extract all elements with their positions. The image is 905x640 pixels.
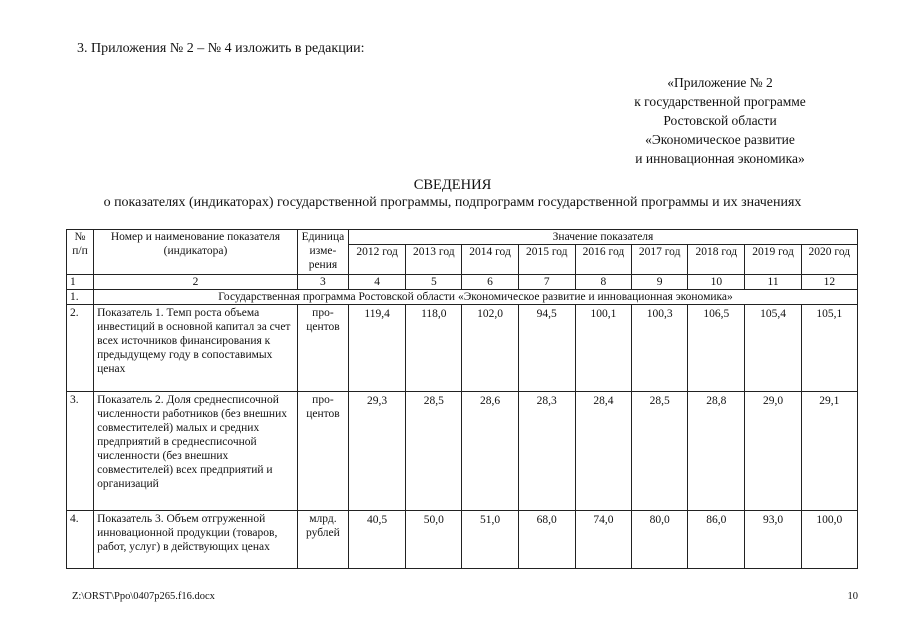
- row-number: 3.: [67, 392, 94, 511]
- value-cell: 94,5: [518, 305, 575, 392]
- column-number-cell: 4: [349, 275, 406, 290]
- unit-cell: про-центов: [297, 305, 348, 392]
- year-cell: 2012 год: [349, 245, 406, 275]
- value-cell: 28,5: [406, 392, 462, 511]
- value-cell: 28,8: [688, 392, 745, 511]
- value-cell: 106,5: [688, 305, 745, 392]
- table-row: [67, 511, 858, 569]
- document-title-block: [0, 177, 905, 211]
- page-number: 10: [847, 591, 858, 602]
- header-cell-name: Номер и наименование показателя (индикатора): [94, 230, 298, 275]
- row-number: 2.: [67, 305, 94, 392]
- unit-cell: млрд. рублей: [297, 511, 348, 569]
- indicator-name-cell: Показатель 2. Доля среднесписочной численности работников (без внешних совместителей) малых и средних предприятий в среднесписочной численности (без внешних совместителей) всех предприятий и организаций: [94, 392, 298, 511]
- year-cell: 2015 год: [518, 245, 575, 275]
- column-number-cell: 10: [688, 275, 745, 290]
- table-column-numbers-row: [67, 275, 858, 290]
- value-cell: 100,0: [801, 511, 857, 569]
- footer-file-path: Z:\ORST\Ppo\0407p265.f16.docx: [72, 591, 215, 602]
- value-cell: 40,5: [349, 511, 406, 569]
- appendix-line: «Приложение № 2: [667, 75, 773, 90]
- value-cell: 105,1: [801, 305, 857, 392]
- indicator-name-cell: Показатель 1. Темп роста объема инвестиций в основной капитал за счет всех источников финансирования к предыдущему году в сопоставимых ценах: [94, 305, 298, 392]
- value-cell: 28,5: [632, 392, 688, 511]
- appendix-heading: [590, 73, 850, 168]
- table-program-row: [67, 290, 858, 305]
- year-cell: 2016 год: [575, 245, 631, 275]
- table-row: [67, 392, 858, 511]
- row-number: 1.: [67, 290, 94, 305]
- column-number-cell: 6: [462, 275, 518, 290]
- year-cell: 2017 год: [632, 245, 688, 275]
- column-number-cell: 2: [94, 275, 298, 290]
- document-subtitle: о показателях (индикаторах) государственной программы, подпрограмм государственной программы и их значениях: [103, 195, 802, 210]
- year-cell: 2013 год: [406, 245, 462, 275]
- value-cell: 93,0: [745, 511, 801, 569]
- column-number-cell: 9: [632, 275, 688, 290]
- value-cell: 74,0: [575, 511, 631, 569]
- indicators-table: [66, 229, 858, 569]
- appendix-line: «Экономическое развитие: [645, 132, 795, 147]
- year-cell: 2014 год: [462, 245, 518, 275]
- value-cell: 100,3: [632, 305, 688, 392]
- column-number-cell: 12: [801, 275, 857, 290]
- unit-cell: про-центов: [297, 392, 348, 511]
- document-title: СВЕДЕНИЯ: [413, 177, 492, 193]
- value-cell: 80,0: [632, 511, 688, 569]
- column-number-cell: 8: [575, 275, 631, 290]
- value-cell: 50,0: [406, 511, 462, 569]
- column-number-cell: 5: [406, 275, 462, 290]
- header-cell-values: Значение показателя: [349, 230, 858, 245]
- intro-text: 3. Приложения № 2 – № 4 изложить в редакции:: [77, 41, 365, 56]
- program-title-cell: Государственная программа Ростовской области «Экономическое развитие и инновационная экономика»: [94, 290, 858, 305]
- appendix-line: и инновационная экономика»: [635, 151, 805, 166]
- appendix-line: Ростовской области: [663, 113, 777, 128]
- value-cell: 29,0: [745, 392, 801, 511]
- column-number-cell: 11: [745, 275, 801, 290]
- year-cell: 2019 год: [745, 245, 801, 275]
- header-cell-unit: Единица изме-рения: [297, 230, 348, 275]
- table-header-row: [67, 230, 858, 245]
- value-cell: 28,4: [575, 392, 631, 511]
- column-number-cell: 3: [297, 275, 348, 290]
- column-number-cell: 7: [518, 275, 575, 290]
- value-cell: 29,3: [349, 392, 406, 511]
- value-cell: 29,1: [801, 392, 857, 511]
- header-cell-no: № п/п: [67, 230, 94, 275]
- appendix-line: к государственной программе: [634, 94, 806, 109]
- value-cell: 100,1: [575, 305, 631, 392]
- table-row: [67, 305, 858, 392]
- value-cell: 119,4: [349, 305, 406, 392]
- value-cell: 51,0: [462, 511, 518, 569]
- value-cell: 118,0: [406, 305, 462, 392]
- indicator-name-cell: Показатель 3. Объем отгруженной инновационной продукции (товаров, работ, услуг) в действующих ценах: [94, 511, 298, 569]
- value-cell: 28,3: [518, 392, 575, 511]
- value-cell: 102,0: [462, 305, 518, 392]
- year-cell: 2020 год: [801, 245, 857, 275]
- value-cell: 68,0: [518, 511, 575, 569]
- value-cell: 105,4: [745, 305, 801, 392]
- year-cell: 2018 год: [688, 245, 745, 275]
- value-cell: 86,0: [688, 511, 745, 569]
- row-number: 4.: [67, 511, 94, 569]
- value-cell: 28,6: [462, 392, 518, 511]
- column-number-cell: 1: [67, 275, 94, 290]
